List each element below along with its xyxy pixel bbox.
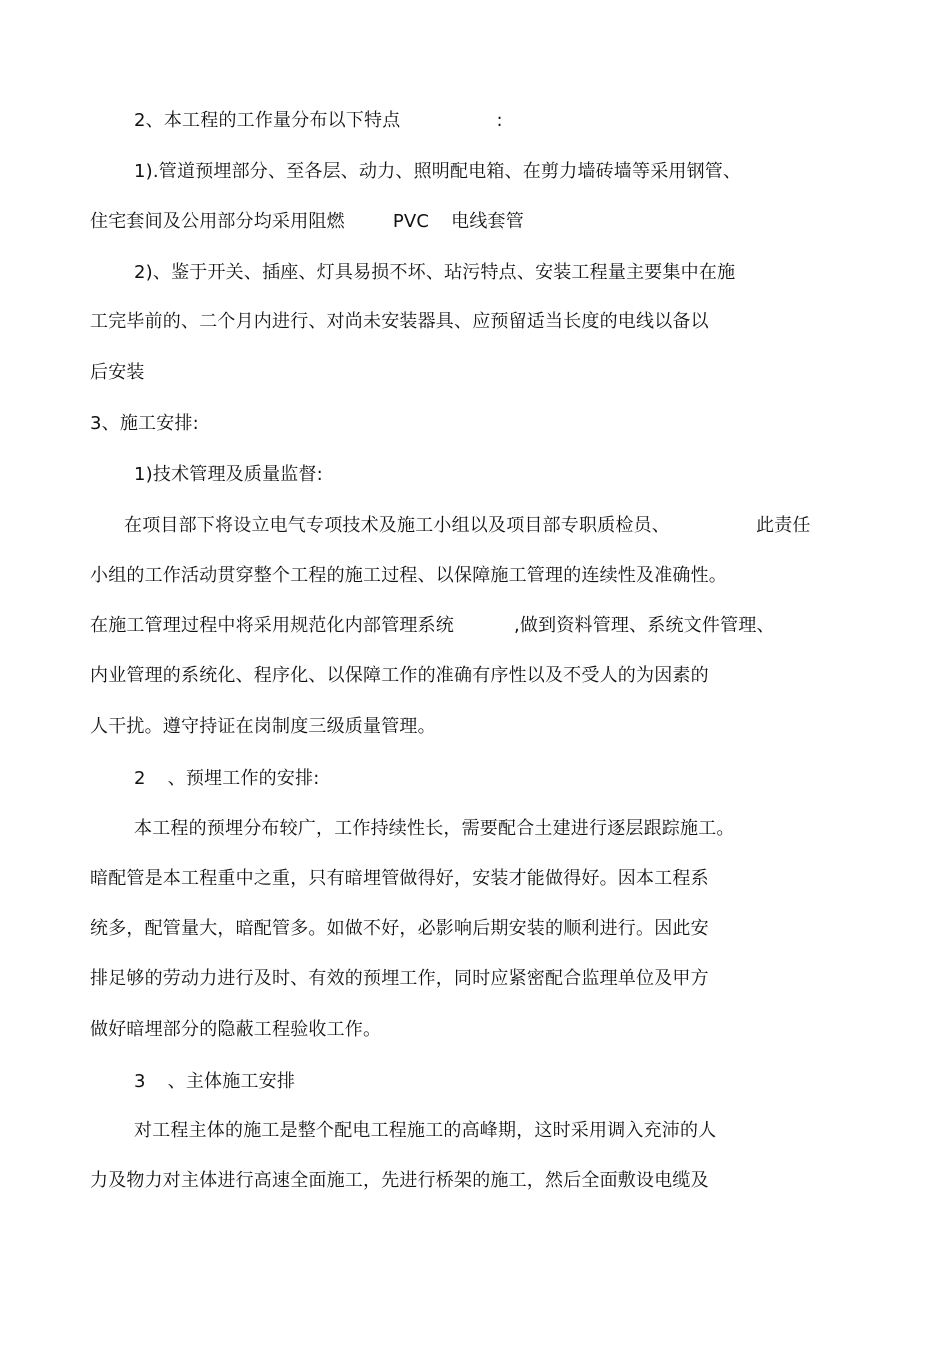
text-span: : — [496, 110, 503, 131]
text-span: 3 — [134, 1071, 146, 1092]
text-line — [90, 209, 524, 235]
text-span: ,做到资料管理、系统文件管理、 — [514, 615, 775, 636]
text-line — [90, 714, 436, 740]
text-span: 做好暗埋部分的隐蔽工程验收工作。 — [90, 1019, 382, 1040]
text-span: 在项目部下将设立电气专项技术及施工小组以及项目部专职质检员、 — [124, 515, 670, 536]
subsection-heading — [134, 462, 323, 488]
text-span: 2 — [134, 768, 146, 789]
section-heading — [90, 411, 199, 437]
text-line — [134, 260, 735, 286]
text-line — [90, 613, 775, 639]
text-span: 对工程主体的施工是整个配电工程施工的高峰期，这时采用调入充沛的人 — [134, 1120, 717, 1141]
text-line — [124, 513, 811, 539]
text-span: 、预埋工作的安排: — [167, 768, 320, 789]
text-line — [90, 916, 709, 942]
text-line — [90, 309, 709, 335]
text-line — [90, 1168, 709, 1194]
text-span: 后安装 — [90, 362, 145, 383]
subsection-heading — [134, 766, 320, 792]
text-line — [134, 159, 741, 185]
text-line — [90, 1017, 381, 1043]
text-line — [90, 663, 709, 689]
text-span: 统多，配管量大，暗配管多。如做不好，必影响后期安装的顺利进行。因此安 — [90, 918, 709, 939]
text-span: 、主体施工安排 — [167, 1071, 296, 1092]
text-line — [134, 816, 735, 842]
text-span: 内业管理的系统化、程序化、以保障工作的准确有序性以及不受人的为因素的 — [90, 665, 709, 686]
text-span: 电线套管 — [451, 211, 524, 232]
text-span: 力及物力对主体进行高速全面施工，先进行桥架的施工，然后全面敷设电缆及 — [90, 1170, 709, 1191]
text-line — [90, 563, 727, 589]
text-span: 2、本工程的工作量分布以下特点 — [134, 110, 401, 131]
subsection-heading — [134, 1069, 295, 1095]
text-span: 1).管道预埋部分、至各层、动力、照明配电箱、在剪力墙砖墙等采用钢管、 — [134, 161, 742, 182]
text-span: 本工程的预埋分布较广，工作持续性长，需要配合土建进行逐层跟踪施工。 — [134, 818, 735, 839]
text-line — [90, 360, 145, 386]
text-span: 工完毕前的、二个月内进行、对尚未安装器具、应预留适当长度的电线以备以 — [90, 311, 709, 332]
text-span: 在施工管理过程中将采用规范化内部管理系统 — [90, 615, 454, 636]
text-span: 1)技术管理及质量监督: — [134, 464, 323, 485]
text-span: 小组的工作活动贯穿整个工程的施工过程、以保障施工管理的连续性及准确性。 — [90, 565, 727, 586]
text-span: 暗配管是本工程重中之重，只有暗埋管做得好，安装才能做得好。因本工程系 — [90, 868, 709, 889]
text-line — [134, 108, 503, 134]
text-span: PVC — [392, 211, 430, 232]
text-line — [90, 866, 709, 892]
text-span: 住宅套间及公用部分均采用阻燃 — [90, 211, 345, 232]
text-span: 2)、鉴于开关、插座、灯具易损不坏、玷污特点、安装工程量主要集中在施 — [134, 262, 736, 283]
text-span: 人干扰。遵守持证在岗制度三级质量管理。 — [90, 716, 436, 737]
text-line — [134, 1118, 716, 1144]
text-span: 3、施工安排: — [90, 413, 199, 434]
text-span: 此责任 — [756, 515, 811, 536]
text-span: 排足够的劳动力进行及时、有效的预埋工作，同时应紧密配合监理单位及甲方 — [90, 968, 709, 989]
text-line — [90, 966, 709, 992]
